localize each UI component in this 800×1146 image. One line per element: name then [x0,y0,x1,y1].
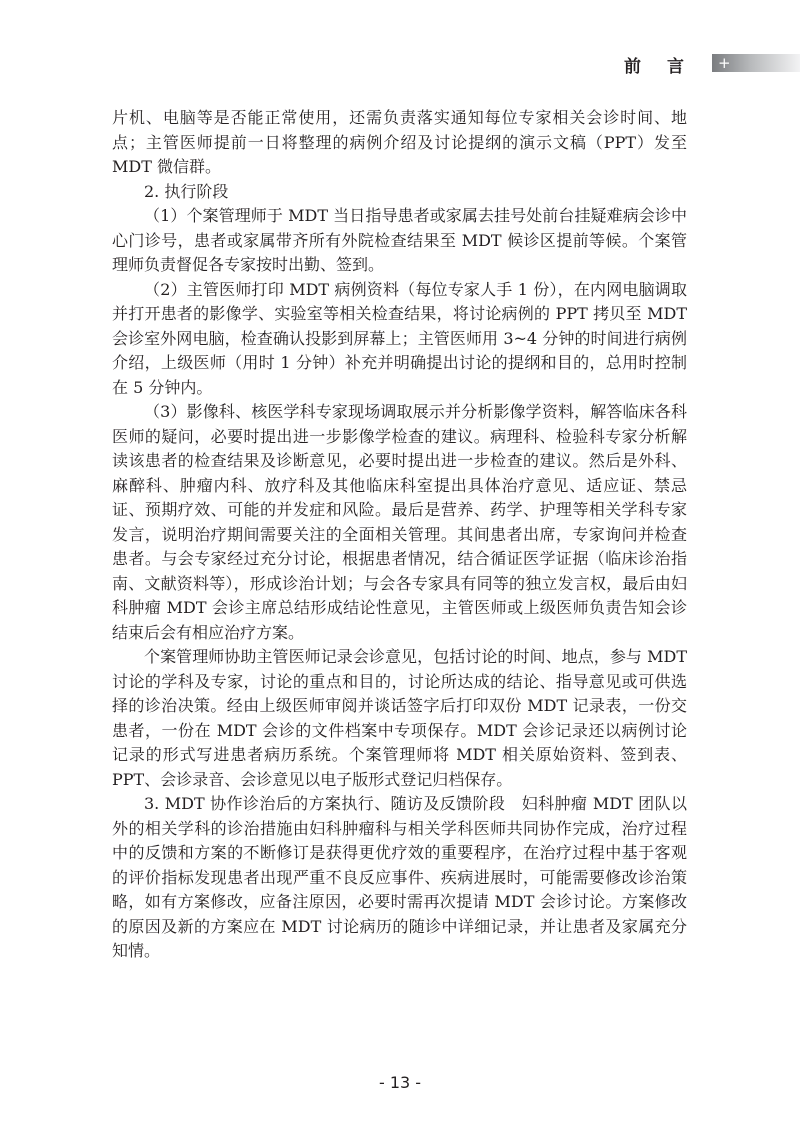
paragraph-step-2: （2）主管医师打印 MDT 病例资料（每位专家人手 1 份），在内网电脑调取并打开患者的影像学、实验室等相关检查结果，将讨论病例的 PPT 拷贝至 MDT 会诊室外网电脑，检查确认投影到屏幕上；主管医师用 3~4 分钟的时间进行病例介绍，上级医师（用时 1 分钟）补充并明确提出讨论的提纲和目的，总用时控制在 5 分钟内。 [112,279,687,397]
header-decorative-bar [712,54,800,72]
header-cross-mark: + [718,54,731,72]
body-text [112,106,687,964]
paragraph-case-manager: 个案管理师协助主管医师记录会诊意见，包括讨论的时间、地点，参与 MDT 讨论的学科及专家，讨论的重点和目的，讨论所达成的结论、指导意见或可供选择的诊治决策。经由上级医师审阅并谈话签字后打印双份 MDT 记录表，一份交患者，一份在 MDT 会诊的文件档案中专项保存。MDT 会诊记录还以病例讨论记录的形式写进患者病历系统。个案管理师将 MDT 相关原始资料、签到表、PPT、会诊录音、会诊意见以电子版形式登记归档保存。 [112,647,687,789]
page-number: - 13 - [378,1073,422,1092]
paragraph-followup-stage: 3. MDT 协作诊治后的方案执行、随访及反馈阶段 妇科肿瘤 MDT 团队以外的相关学科的诊治措施由妇科肿瘤科与相关学科医师共同协作完成，治疗过程中的反馈和方案的不断修订是获得更优疗效的重要程序，在治疗过程中基于客观的评价指标发现患者出现严重不良反应事件、疾病进展时，可能需要修改诊治策略，如有方案修改，应备注原因，必要时需再次提请 MDT 会诊讨论。方案修改的原因及新的方案应在 MDT 讨论病历的随诊中详细记录，并让患者及家属充分知情。 [112,794,687,960]
section-heading-execution: 2. 执行阶段 [144,181,229,201]
running-header-title: 前言 [624,57,710,77]
paragraph-step-3: （3）影像科、核医学科专家现场调取展示并分析影像学资料，解答临床各科医师的疑问，必要时提出进一步影像学检查的建议。病理科、检验科专家分析解读该患者的检查结果及诊断意见，必要时提出进一步检查的建议。然后是外科、麻醉科、肿瘤内科、放疗科及其他临床科室提出具体治疗意见、适应证、禁忌证、预期疗效、可能的并发症和风险。最后是营养、药学、护理等相关学科专家发言，说明治疗期间需要关注的全面相关管理。其间患者出席，专家询问并检查患者。与会专家经过充分讨论，根据患者情况，结合循证医学证据（临床诊治指南、文献资料等），形成诊治计划；与会各专家具有同等的独立发言权，最后由妇科肿瘤 MDT 会诊主席总结形成结论性意见，主管医师或上级医师负责告知会诊结束后会有相应治疗方案。 [112,402,687,642]
paragraph-continued: 片机、电脑等是否能正常使用，还需负责落实通知每位专家相关会诊时间、地点；主管医师提前一日将整理的病例介绍及讨论提纲的演示文稿（PPT）发至 MDT 微信群。 [112,108,687,176]
paragraph-step-1: （1）个案管理师于 MDT 当日指导患者或家属去挂号处前台挂疑难病会诊中心门诊号，患者或家属带齐所有外院检查结果至 MDT 候诊区提前等候。个案管理师负责督促各专家按时出勤、签到。 [112,206,687,274]
